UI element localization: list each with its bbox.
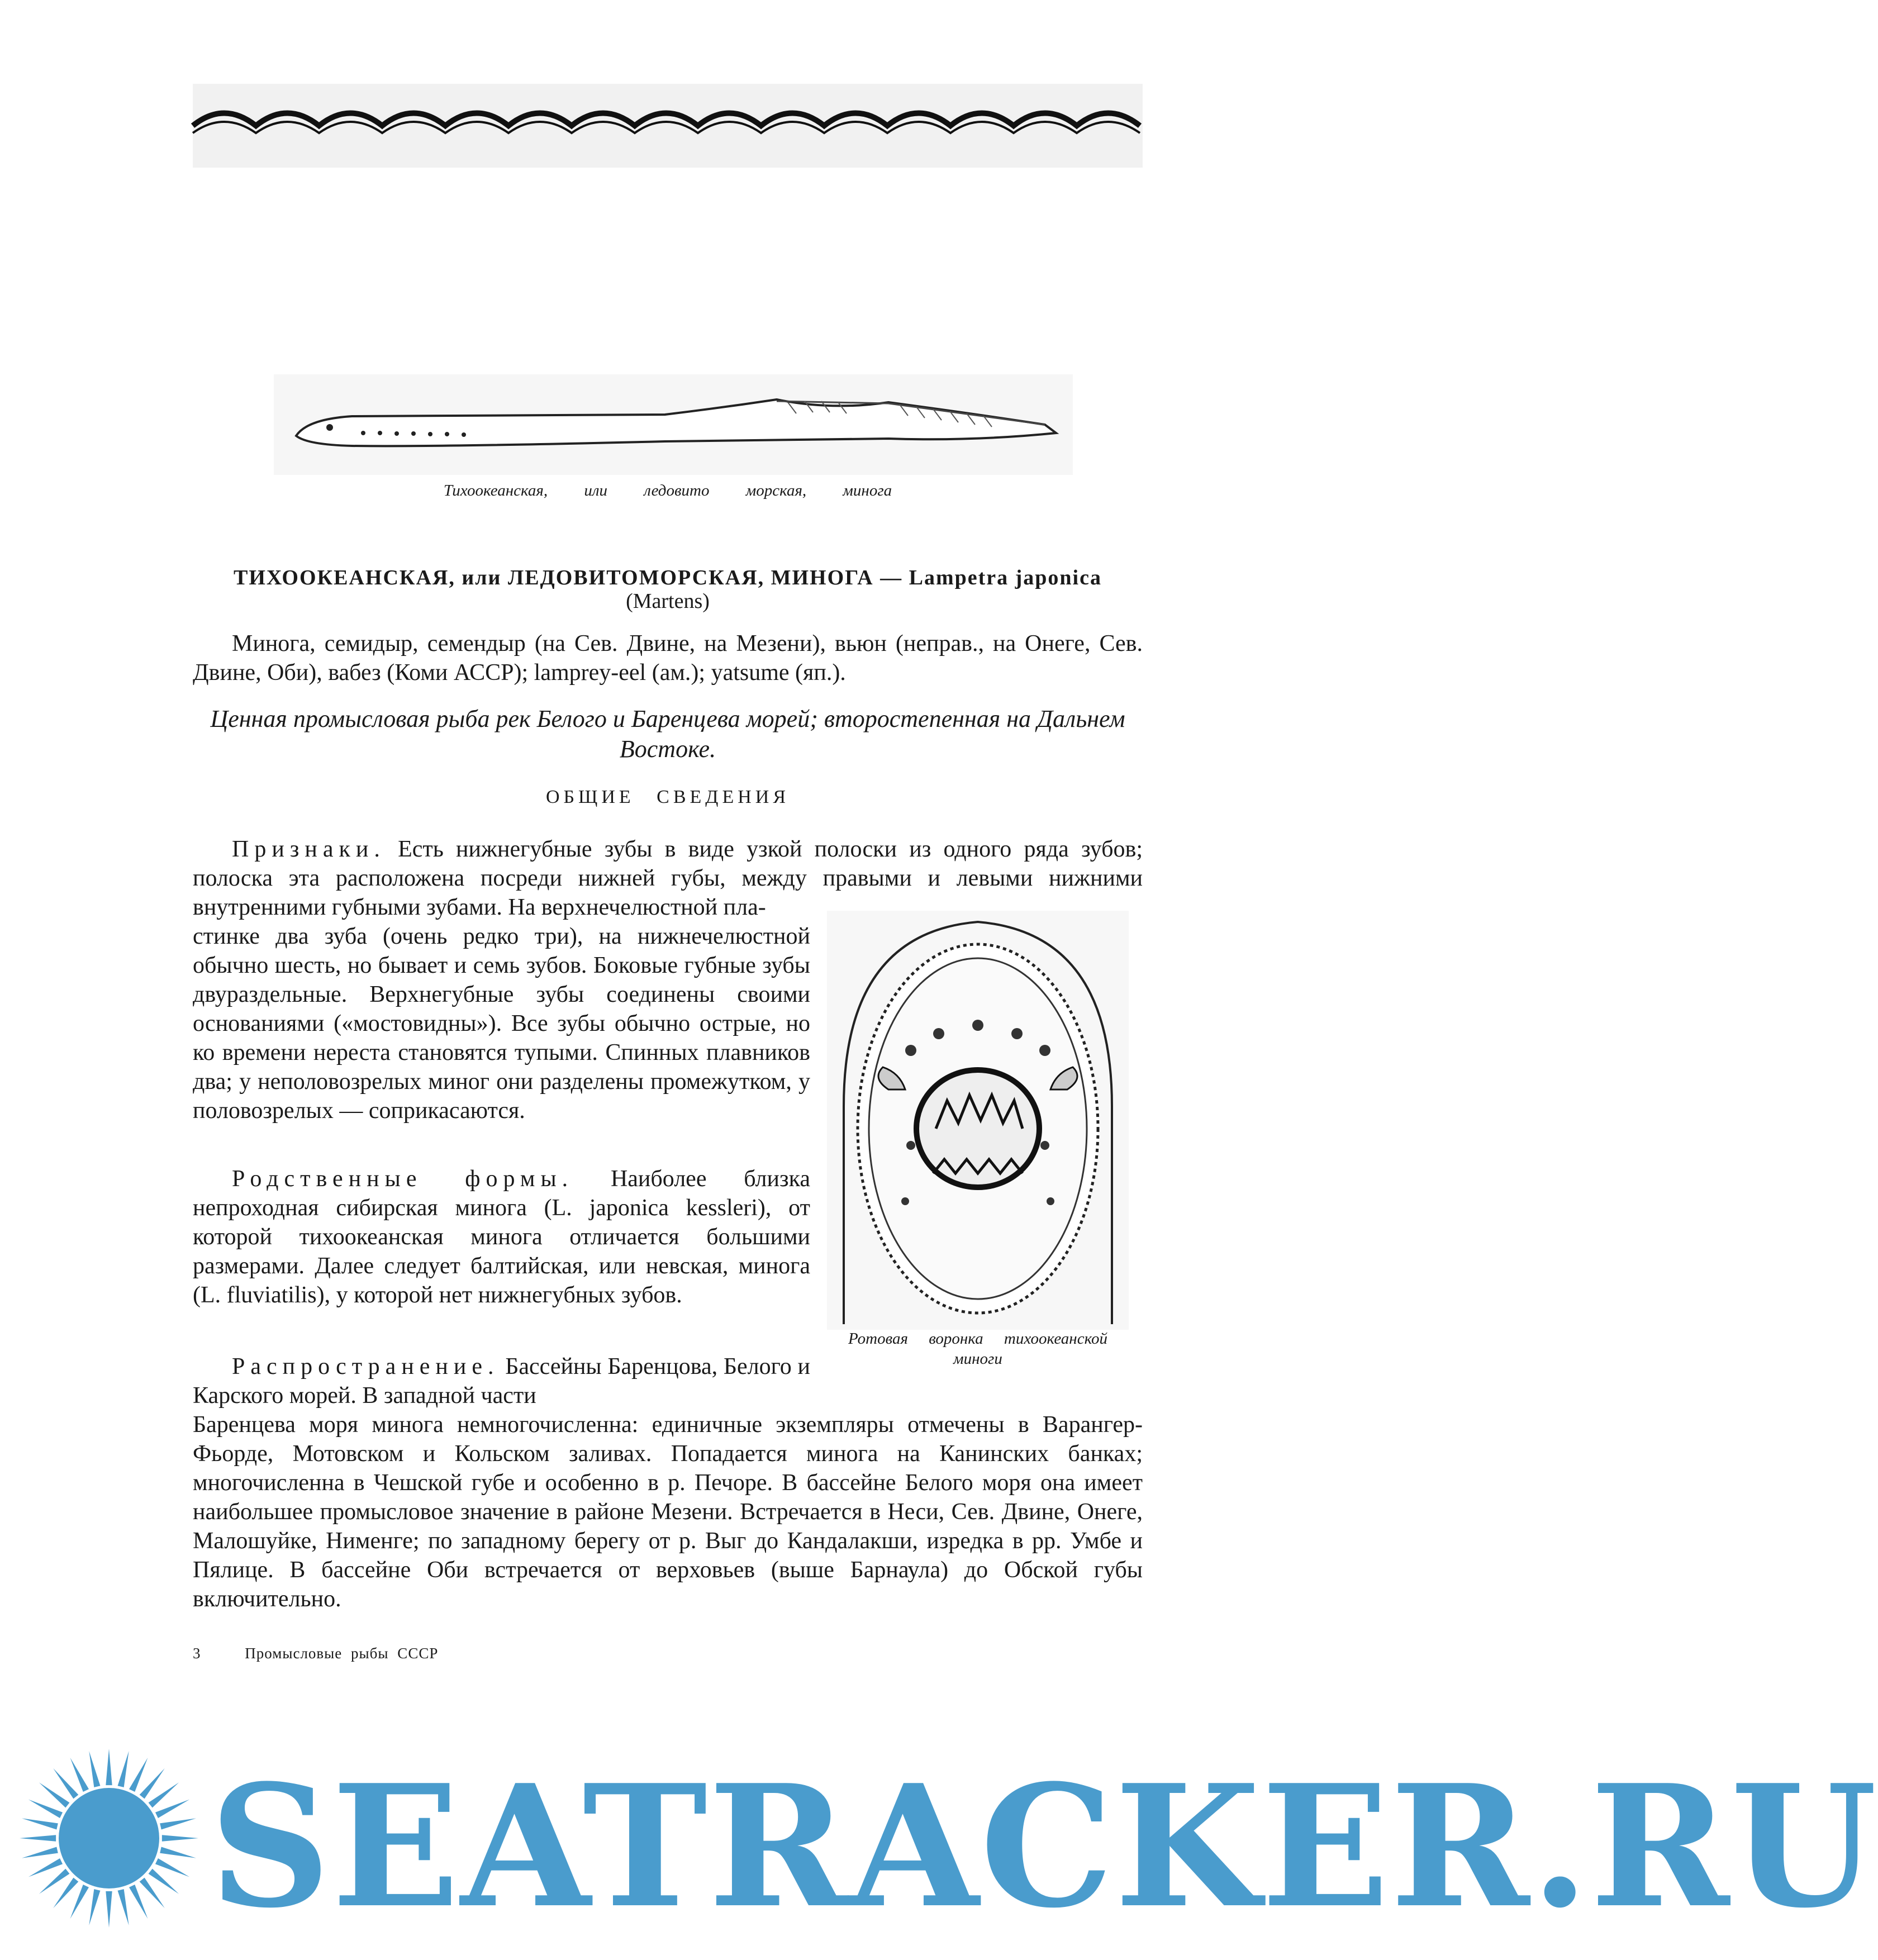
distribution-text-a: Бассейны Баренцова, Белого и Карского морей. В западной части	[193, 1354, 811, 1409]
sun-ray	[155, 1858, 189, 1877]
sun-ray	[22, 1818, 58, 1829]
sun-ray	[28, 1858, 63, 1877]
sun-ray	[140, 1878, 165, 1909]
sun-ray	[160, 1818, 196, 1829]
wave-ornament	[193, 84, 1143, 168]
sun-ray	[106, 1749, 112, 1785]
mouth-funnel-illustration	[827, 911, 1129, 1330]
sun-ray	[160, 1847, 196, 1858]
sun-ray	[149, 1869, 179, 1894]
sun-ray	[53, 1768, 78, 1799]
sun-ray	[129, 1885, 148, 1919]
features-heading: Признаки.	[232, 836, 386, 862]
watermark-text: SEATRACKER.RU	[210, 1748, 1878, 1945]
sun-ray	[118, 1751, 129, 1787]
importance-subtitle: Ценная промысловая рыба рек Белого и Баренцева морей; второстепенная на Дальнем Востоке.	[210, 705, 1125, 763]
eel-caption: Тихоокеанская, или ледовито морская, минога	[443, 482, 892, 499]
section-heading: ОБЩИЕ СВЕДЕНИЯ	[545, 787, 790, 807]
sun-ray	[162, 1835, 198, 1841]
features-text-a: Есть нижнегубные зубы в виде узкой полоски из одного ряда зубов; полоска эта расположена посреди нижней губы, между правыми и левыми нижними внутренними губными зубами. На верхнечелюстной пла-	[193, 836, 1143, 920]
sun-ray	[22, 1847, 58, 1858]
synonyms-paragraph: Минога, семидыр, семендыр (на Сев. Двине, на Мезени), вьюн (неправ., на Онеге, Сев. Двине, Оби), вабез (Коми АССР); lamprey-eel (ам.); yatsume (яп.).	[193, 631, 1143, 686]
sun-ray	[129, 1758, 148, 1792]
sun-ray	[89, 1751, 100, 1787]
relatives-heading: Родственные формы.	[232, 1166, 574, 1192]
sun-logo-icon	[17, 1746, 201, 1930]
book-title: Промысловые рыбы СССР	[245, 1645, 439, 1662]
page-footer	[193, 1645, 438, 1662]
lamprey-illustration	[274, 369, 1073, 481]
sun-ray	[28, 1800, 63, 1818]
mouth-caption: Ротовая воронка тихоокеанской миноги	[848, 1330, 1108, 1368]
relatives-paragraph	[193, 1164, 810, 1310]
page-title: ТИХООКЕАНСКАЯ, или ЛЕДОВИТОМОРСКАЯ, МИНОГА — Lampetra japonica	[234, 566, 1102, 589]
page-number: 3	[193, 1645, 201, 1662]
title-author: (Martens)	[626, 589, 710, 613]
distribution-paragraph	[193, 1352, 810, 1410]
sun-ray	[118, 1889, 129, 1925]
sun-ray	[140, 1768, 165, 1799]
sun-ray	[20, 1835, 56, 1841]
distribution-heading: Распространение.	[232, 1354, 500, 1379]
relatives-text: Наиболее близка непроходная сибирская минога (L. japonica kessleri), от которой тихоокеанская минога отличается большими размерами. Далее следует балтийская, или невская, минога (L. fluviatilis), у которой нет нижнегубных зубов.	[193, 1166, 810, 1308]
sun-ray	[106, 1891, 112, 1928]
sun-ray	[53, 1878, 78, 1909]
distribution-paragraph-continued: Баренцева моря минога немногочисленна: единичные экземпляры отмечены в Варангер-Фьорде, Мотовском и Кольском заливах. Попадается минога на Канинских банках; многочисленна в Чешской губе и особенно в р. Печоре. В бассейне Белого моря она имеет наибольшее промысловое значение в районе Мезени. Встречается в Неси, Сев. Двине, Онеге, Малошуйке, Нименге; по западному берегу от р. Выг до Кандалакши, изредка в рр. Умбе и Пялице. В бассейне Оби встречается от верховьев (выше Барнаула) до Обской губы включительно.	[193, 1412, 1143, 1612]
features-paragraph-continued: стинке два зуба (очень редко три), на нижнечелюстной обычно шесть, но бывает и семь зубов. Боковые губные зубы двураздельные. Верхнегубные зубы соединены своими основаниями («мостовидны»). Все зубы обычно острые, но ко времени нереста становятся тупыми. Спинных плавников два; у неполовозрелых миног они разделены промежутком, у половозрелых — соприкасаются.	[193, 924, 810, 1124]
sun-ray	[149, 1782, 179, 1807]
sun-ray	[39, 1782, 70, 1807]
sun-ray	[155, 1800, 189, 1818]
sun-ray	[70, 1885, 89, 1919]
sun-ray	[70, 1758, 89, 1792]
sun-ray	[39, 1869, 70, 1894]
sun-ray	[89, 1889, 100, 1925]
features-paragraph	[193, 835, 1143, 922]
